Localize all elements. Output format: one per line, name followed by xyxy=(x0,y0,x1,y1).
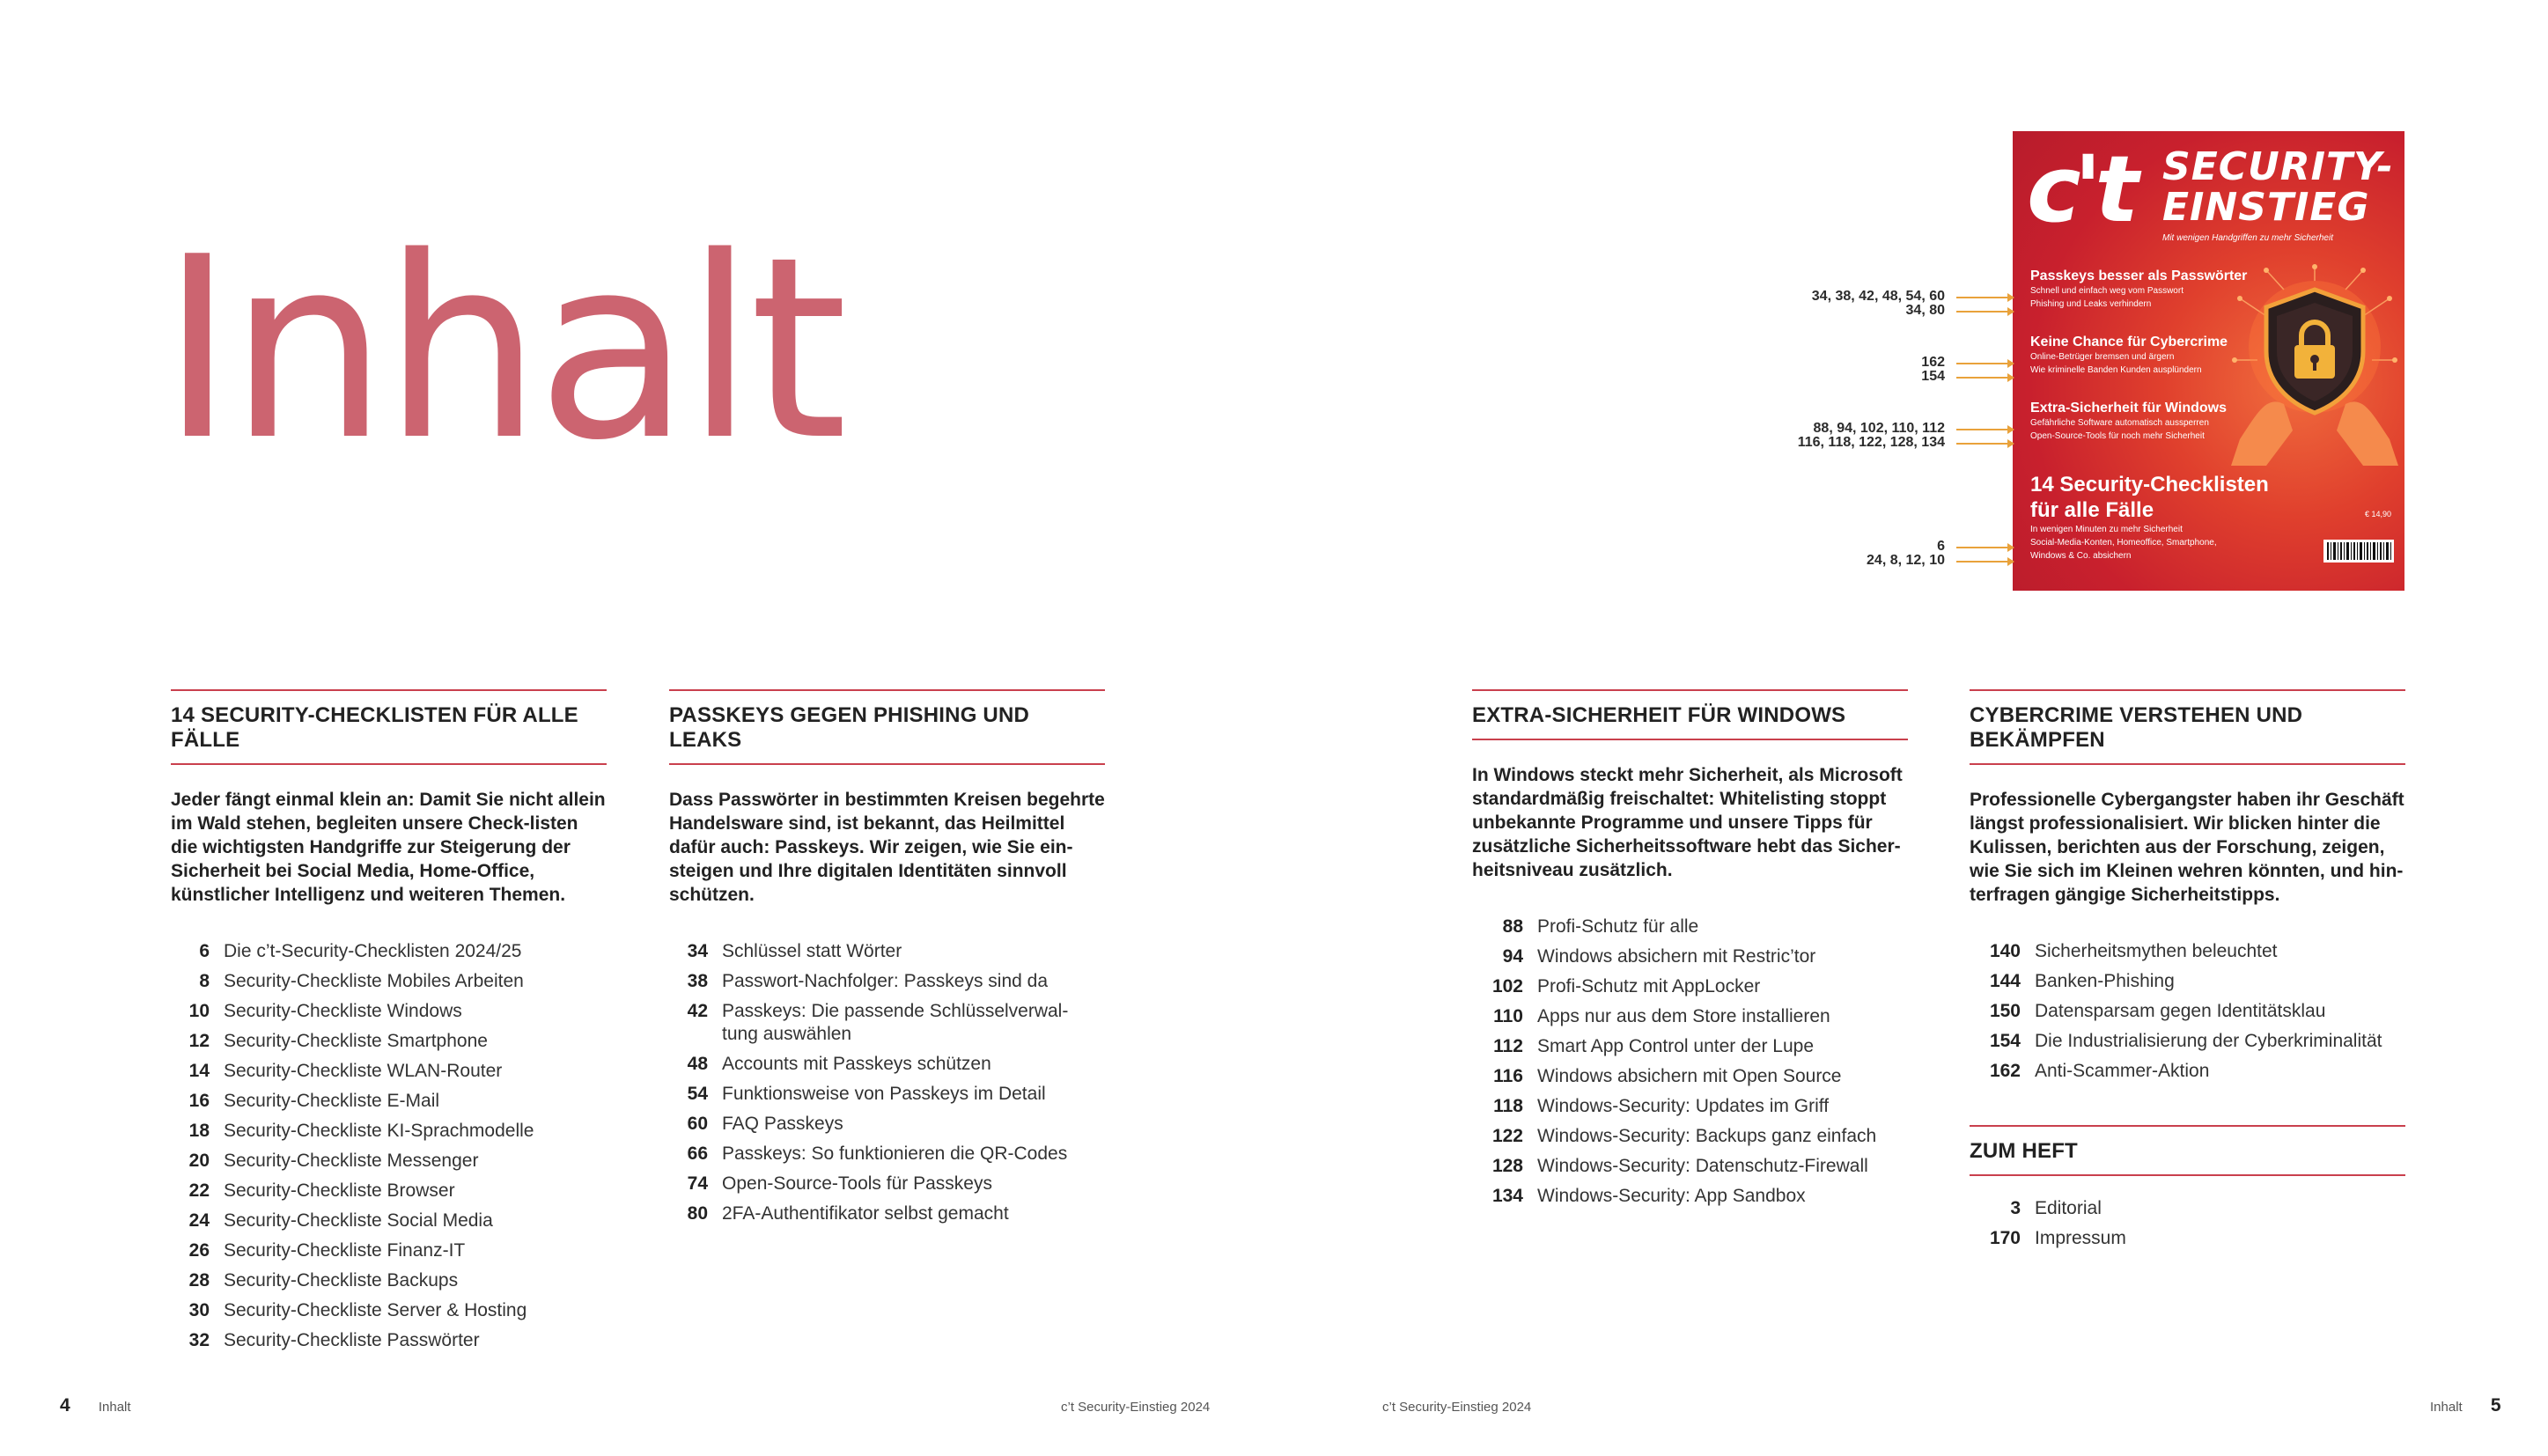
barcode xyxy=(2323,540,2394,563)
toc-entry[interactable]: 26 Security-Checkliste Finanz-IT xyxy=(188,1240,466,1261)
section-title: CYBERCRIME VERSTEHEN UND BEKÄMPFEN xyxy=(1970,703,2303,752)
footer-label: Inhalt xyxy=(98,1400,131,1415)
toc-entry[interactable]: 42 Passkeys: Die passende Schlüsselverwal-tung auswählen xyxy=(687,1001,1069,1044)
divider xyxy=(171,763,607,765)
cover-price: € 14,90 xyxy=(2365,510,2392,518)
cover-title: SECURITY- EINSTIEG xyxy=(2162,144,2394,230)
toc-section xyxy=(669,689,1105,1229)
toc-entry[interactable]: 116 Windows absichern mit Open Source xyxy=(1493,1066,1842,1086)
toc-entry[interactable]: 122 Windows-Security: Backups ganz einfach xyxy=(1491,1126,1877,1146)
toc-entry[interactable]: 60 FAQ Passkeys xyxy=(687,1114,843,1134)
cover-tagline: Mit wenigen Handgriffen zu mehr Sicherheit xyxy=(2162,233,2333,243)
cover-feature: 14 Security-Checklisten für alle Fälle In wenigen Minuten zu mehr Sicherheit Social-Media-Konten, Homeoffice, Smartphone, Windows & Co. absichern xyxy=(2030,473,2269,561)
cover-page-ref: 34, 80 xyxy=(1905,303,1945,318)
toc-section xyxy=(1472,689,1908,1211)
section-title: ZUM HEFT xyxy=(1970,1139,2078,1163)
cover-page-ref: 116, 118, 122, 128, 134 xyxy=(1797,435,1945,450)
toc-entry[interactable]: 8 Security-Checkliste Mobiles Arbeiten xyxy=(199,971,524,991)
arrow-icon xyxy=(1956,363,2013,364)
cover-section: Extra-Sicherheit für Windows Gefährliche Software automatisch aussperren Open-Source-Tools für noch mehr Sicherheit xyxy=(2030,401,2227,441)
toc-entry[interactable]: 14 Security-Checkliste WLAN-Router xyxy=(188,1061,503,1081)
section-intro: In Windows steckt mehr Sicherheit, als Microsoft standardmäßig freischaltet: Whitelisting stoppt unbekannte Programme und unsere Tipps für zusätzliche Sicherheitssoftware hebt das Sicher-heitsniveau zusätzlich. xyxy=(1472,765,1903,880)
cover-page-ref: 88, 94, 102, 110, 112 xyxy=(1813,421,1945,436)
section-intro: Professionelle Cybergangster haben ihr Geschäft längst professionalisiert. Wir blicken hinter die Kulissen, berichten aus der Forschung, zeigen, wie Sie sich im Kleinen wehren könnten, und hin-terfragen gängige Sicherheitstipps. xyxy=(1970,790,2404,905)
toc-entry[interactable]: 144 Banken-Phishing xyxy=(1989,971,2175,991)
toc-entry[interactable]: 24 Security-Checkliste Social Media xyxy=(188,1210,493,1231)
arrow-icon xyxy=(1956,561,2013,563)
cover-section: Passkeys besser als Passwörter Schnell und einfach weg vom Passwort Phishing und Leaks verhindern xyxy=(2030,268,2248,309)
toc-section xyxy=(171,689,607,1356)
toc-entry[interactable]: 112 Smart App Control unter der Lupe xyxy=(1493,1036,1815,1056)
toc-entry[interactable]: 10 Security-Checkliste Windows xyxy=(188,1001,462,1021)
cover-page-ref: 24, 8, 12, 10 xyxy=(1867,553,1945,568)
toc-entry[interactable]: 18 Security-Checkliste KI-Sprachmodelle xyxy=(188,1121,534,1141)
toc-entry[interactable]: 16 Security-Checkliste E-Mail xyxy=(188,1091,440,1111)
toc-entry[interactable]: 6 Die c’t-Security-Checklisten 2024/25 xyxy=(199,941,522,961)
toc-entry[interactable]: 102 Profi-Schutz mit AppLocker xyxy=(1491,976,1761,996)
section-title: EXTRA-SICHERHEIT FÜR WINDOWS xyxy=(1472,703,1846,727)
toc-entry[interactable]: 94 Windows absichern mit Restric’tor xyxy=(1502,946,1816,967)
toc-entry[interactable]: 34 Schlüssel statt Wörter xyxy=(687,941,902,961)
toc-entry[interactable]: 118 Windows-Security: Updates im Griff xyxy=(1493,1096,1830,1116)
cover-page-ref: 6 xyxy=(1937,539,1945,554)
toc-entry[interactable]: 74 Open-Source-Tools für Passkeys xyxy=(687,1173,992,1194)
shield-lock-illustration xyxy=(2231,263,2398,466)
arrow-icon xyxy=(1956,547,2013,548)
zum-heft-section xyxy=(1970,1125,2405,1254)
section-intro: Jeder fängt einmal klein an: Damit Sie nicht allein im Wald stehen, begleiten unsere Check-listen die wichtigsten Handgriffe zur Steigerung der Sicherheit bei Social Media, Home-Office, künstlicher Intelligenz und weiteren Themen. xyxy=(171,790,606,905)
toc-entry[interactable]: 32 Security-Checkliste Passwörter xyxy=(188,1330,480,1350)
toc-entry[interactable]: 28 Security-Checkliste Backups xyxy=(188,1270,459,1291)
toc-entry[interactable]: 110 Apps nur aus dem Store installieren xyxy=(1493,1006,1830,1026)
toc-list xyxy=(171,937,607,1356)
toc-entry[interactable]: 154 Die Industrialisierung der Cyberkriminalität xyxy=(1989,1031,2382,1051)
toc-entry[interactable]: 66 Passkeys: So funktionieren die QR-Codes xyxy=(687,1143,1068,1164)
toc-entry[interactable]: 162 Anti-Scammer-Aktion xyxy=(1989,1061,2210,1081)
divider xyxy=(1970,1174,2405,1176)
toc-entry[interactable]: 134 Windows-Security: App Sandbox xyxy=(1491,1186,1806,1206)
divider xyxy=(1970,763,2405,765)
toc-entry[interactable]: 48 Accounts mit Passkeys schützen xyxy=(687,1054,991,1074)
arrow-icon xyxy=(1956,311,2013,313)
toc-entry[interactable]: 140 Sicherheitsmythen beleuchtet xyxy=(1989,941,2278,961)
section-title: 14 SECURITY-CHECKLISTEN FÜR ALLE FÄLLE xyxy=(171,703,578,752)
footer-magazine: c’t Security-Einstieg 2024 xyxy=(1382,1400,1532,1415)
cover-page-ref: 154 xyxy=(1921,369,1945,384)
section-title: PASSKEYS GEGEN PHISHING UND LEAKS xyxy=(669,703,1030,752)
toc-entry[interactable]: 30 Security-Checkliste Server & Hosting xyxy=(188,1300,527,1320)
arrow-icon xyxy=(1956,443,2013,445)
toc-entry[interactable]: 128 Windows-Security: Datenschutz-Firewall xyxy=(1491,1156,1868,1176)
divider xyxy=(669,763,1105,765)
magazine-cover xyxy=(2013,131,2404,591)
toc-entry[interactable]: 3 Editorial xyxy=(2010,1198,2102,1218)
footer-left xyxy=(60,1395,131,1416)
arrow-icon xyxy=(1956,429,2013,430)
cover-section: Keine Chance für Cybercrime Online-Betrüger bremsen und ärgern Wie kriminelle Banden Kunden ausplündern xyxy=(2030,335,2228,375)
footer-magazine: c’t Security-Einstieg 2024 xyxy=(1061,1400,1211,1415)
section-intro: Dass Passwörter in bestimmten Kreisen begehrte Handelsware sind, ist bekannt, das Heilmittel dafür auch: Passkeys. Wir zeigen, wie Sie ein-steigen und Ihre digitalen Identitäten sinnvoll schützen. xyxy=(669,790,1105,905)
divider xyxy=(1472,739,1908,740)
toc-entry[interactable]: 54 Funktionsweise von Passkeys im Detail xyxy=(687,1084,1046,1104)
toc-entry[interactable]: 20 Security-Checkliste Messenger xyxy=(188,1151,479,1171)
arrow-icon xyxy=(1956,377,2013,379)
cover-page-ref: 34, 38, 42, 48, 54, 60 xyxy=(1811,289,1945,304)
toc-entry[interactable]: 38 Passwort-Nachfolger: Passkeys sind da xyxy=(687,971,1048,991)
cover-logo: c't xyxy=(2027,136,2132,243)
page-number: 4 xyxy=(60,1395,70,1416)
arrow-icon xyxy=(1956,297,2013,298)
footer-right xyxy=(2430,1395,2501,1416)
cover-page-ref: 162 xyxy=(1921,355,1945,370)
toc-section xyxy=(1970,689,2405,1254)
toc-list xyxy=(1970,937,2405,1086)
page-number: 5 xyxy=(2490,1395,2501,1416)
toc-entry[interactable]: 88 Profi-Schutz für alle xyxy=(1502,916,1699,937)
toc-list xyxy=(669,937,1105,1229)
toc-list xyxy=(1472,912,1908,1211)
toc-entry[interactable]: 150 Datensparsam gegen Identitätsklau xyxy=(1989,1001,2326,1021)
page-title: Inhalt xyxy=(160,203,843,496)
footer-label: Inhalt xyxy=(2430,1400,2463,1415)
toc-entry[interactable]: 12 Security-Checkliste Smartphone xyxy=(188,1031,488,1051)
toc-entry[interactable]: 22 Security-Checkliste Browser xyxy=(188,1180,455,1201)
toc-list xyxy=(1970,1194,2405,1254)
toc-entry[interactable]: 170 Impressum xyxy=(1989,1228,2126,1248)
toc-entry[interactable]: 80 2FA-Authentifikator selbst gemacht xyxy=(687,1203,1009,1224)
